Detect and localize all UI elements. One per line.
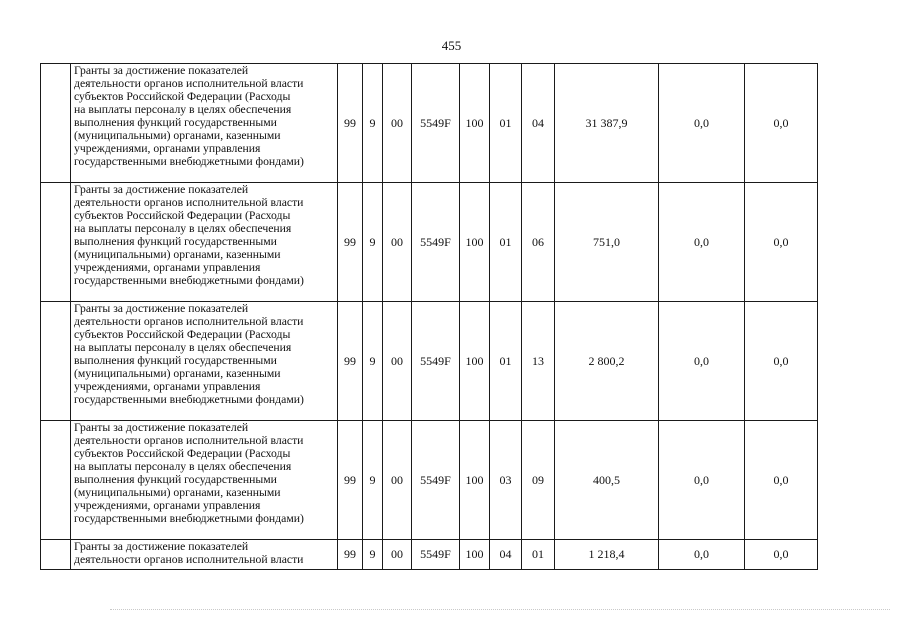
description-cell [71, 302, 338, 421]
description-line: государственными внебюджетными фондами) [74, 512, 304, 525]
description-line: (муниципальными) органами, казенными [74, 367, 281, 380]
direction-code-cell: 00 [383, 421, 412, 540]
amount-cell: 2 800,2 [555, 302, 659, 421]
program-code-cell: 99 [338, 183, 363, 302]
description-line: на выплаты персоналу в целях обеспечения [74, 222, 292, 235]
description-cell [71, 64, 338, 183]
description-cell [71, 183, 338, 302]
value-2-cell: 0,0 [659, 421, 745, 540]
description-line: деятельности органов исполнительной власти [74, 434, 304, 447]
table-body [41, 64, 818, 570]
description-line: выполнения функций государственными [74, 354, 277, 367]
description-line: государственными внебюджетными фондами) [74, 274, 304, 287]
value-2-cell: 0,0 [659, 540, 745, 570]
description-line: государственными внебюджетными фондами) [74, 155, 304, 168]
amount-cell: 1 218,4 [555, 540, 659, 570]
direction-code-cell: 00 [383, 64, 412, 183]
table-row [41, 183, 818, 302]
row-index-cell [41, 421, 71, 540]
row-index-cell [41, 183, 71, 302]
expense-code-cell: 5549F [412, 421, 460, 540]
description-line: на выплаты персоналу в целях обеспечения [74, 460, 292, 473]
table-row [41, 64, 818, 183]
description-line: Гранты за достижение показателей [74, 302, 249, 315]
expense-type-cell: 100 [460, 540, 490, 570]
value-3-cell: 0,0 [745, 421, 818, 540]
description-line: (муниципальными) органами, казенными [74, 248, 281, 261]
row-index-cell [41, 540, 71, 570]
expense-type-cell: 100 [460, 421, 490, 540]
expense-type-cell: 100 [460, 183, 490, 302]
row-index-cell [41, 302, 71, 421]
budget-table [40, 63, 818, 570]
subsection-code-cell: 04 [522, 64, 555, 183]
subprogram-code-cell: 9 [363, 183, 383, 302]
table-row [41, 421, 818, 540]
value-3-cell: 0,0 [745, 64, 818, 183]
value-3-cell: 0,0 [745, 540, 818, 570]
subsection-code-cell: 09 [522, 421, 555, 540]
expense-code-cell: 5549F [412, 64, 460, 183]
program-code-cell: 99 [338, 64, 363, 183]
description-line: субъектов Российской Федерации (Расходы [74, 90, 291, 103]
amount-cell: 31 387,9 [555, 64, 659, 183]
subprogram-code-cell: 9 [363, 64, 383, 183]
description-line: выполнения функций государственными [74, 473, 277, 486]
description-line: (муниципальными) органами, казенными [74, 486, 281, 499]
section-code-cell: 01 [490, 64, 522, 183]
description-line: государственными внебюджетными фондами) [74, 393, 304, 406]
scan-dotted-line [110, 609, 890, 610]
subsection-code-cell: 01 [522, 540, 555, 570]
description-line: деятельности органов исполнительной власти [74, 196, 304, 209]
section-code-cell: 03 [490, 421, 522, 540]
table-row [41, 302, 818, 421]
description-line: деятельности органов исполнительной власти [74, 315, 304, 328]
expense-type-cell: 100 [460, 302, 490, 421]
description-line: Гранты за достижение показателей [74, 540, 249, 553]
program-code-cell: 99 [338, 421, 363, 540]
subprogram-code-cell: 9 [363, 421, 383, 540]
row-index-cell [41, 64, 71, 183]
section-code-cell: 01 [490, 302, 522, 421]
value-2-cell: 0,0 [659, 64, 745, 183]
subprogram-code-cell: 9 [363, 302, 383, 421]
description-line: (муниципальными) органами, казенными [74, 129, 281, 142]
description-line: деятельности органов исполнительной власти [74, 77, 304, 90]
description-line: учреждениями, органами управления [74, 142, 261, 155]
program-code-cell: 99 [338, 302, 363, 421]
value-2-cell: 0,0 [659, 183, 745, 302]
direction-code-cell: 00 [383, 540, 412, 570]
description-cell [71, 540, 338, 570]
value-3-cell: 0,0 [745, 302, 818, 421]
amount-cell: 400,5 [555, 421, 659, 540]
expense-code-cell: 5549F [412, 540, 460, 570]
description-line: Гранты за достижение показателей [74, 64, 249, 77]
description-line: на выплаты персоналу в целях обеспечения [74, 103, 292, 116]
description-line: учреждениями, органами управления [74, 380, 261, 393]
page-number: 455 [441, 38, 462, 53]
direction-code-cell: 00 [383, 183, 412, 302]
description-line: деятельности органов исполнительной власти [74, 553, 304, 566]
description-line: субъектов Российской Федерации (Расходы [74, 447, 291, 460]
subsection-code-cell: 13 [522, 302, 555, 421]
expense-code-cell: 5549F [412, 183, 460, 302]
expense-type-cell: 100 [460, 64, 490, 183]
description-cell [71, 421, 338, 540]
value-2-cell: 0,0 [659, 302, 745, 421]
expense-code-cell: 5549F [412, 302, 460, 421]
section-code-cell: 01 [490, 183, 522, 302]
description-line: учреждениями, органами управления [74, 499, 261, 512]
description-line: выполнения функций государственными [74, 235, 277, 248]
description-line: субъектов Российской Федерации (Расходы [74, 209, 291, 222]
subsection-code-cell: 06 [522, 183, 555, 302]
description-line: на выплаты персоналу в целях обеспечения [74, 341, 292, 354]
description-line: субъектов Российской Федерации (Расходы [74, 328, 291, 341]
direction-code-cell: 00 [383, 302, 412, 421]
description-line: выполнения функций государственными [74, 116, 277, 129]
table-row [41, 540, 818, 570]
description-line: Гранты за достижение показателей [74, 183, 249, 196]
description-line: учреждениями, органами управления [74, 261, 261, 274]
subprogram-code-cell: 9 [363, 540, 383, 570]
description-line: Гранты за достижение показателей [74, 421, 249, 434]
program-code-cell: 99 [338, 540, 363, 570]
section-code-cell: 04 [490, 540, 522, 570]
amount-cell: 751,0 [555, 183, 659, 302]
value-3-cell: 0,0 [745, 183, 818, 302]
